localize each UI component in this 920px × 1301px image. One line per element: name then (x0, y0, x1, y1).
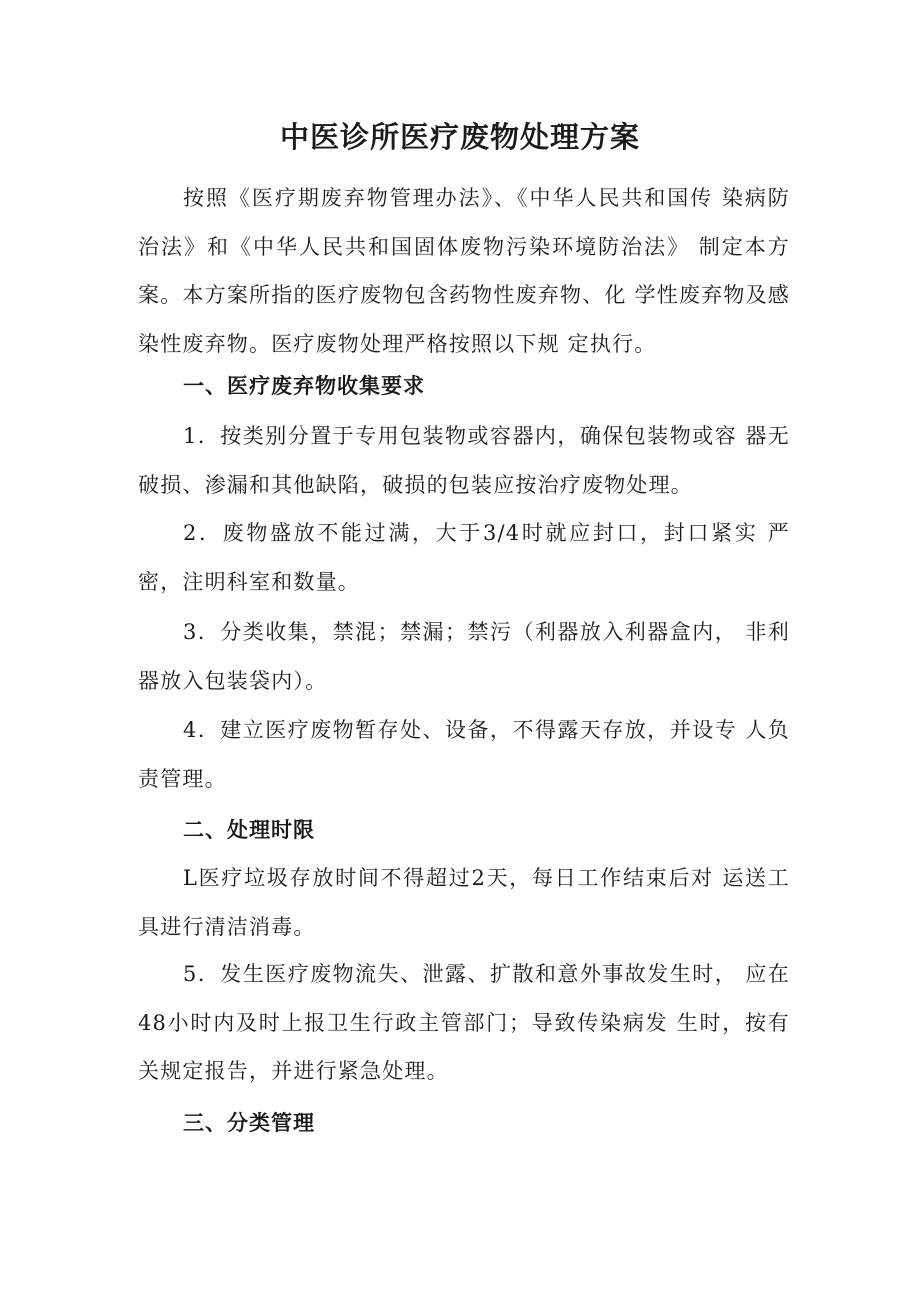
document-title: 中医诊所医疗废物处理方案 (279, 120, 640, 154)
collection-item-1: 1．按类别分置于专用包装物或容器内，确保包装物或容 器无破损、渗漏和其他缺陷，破损的包装应按治疗废物处理。 (138, 424, 790, 497)
section-heading-classification: 三、分类管理 (183, 1111, 315, 1135)
collection-item-2: 2．废物盛放不能过满，大于3/4时就应封口，封口紧实 严密，注明科室和数量。 (138, 521, 790, 594)
section-heading-time-limit: 二、处理时限 (183, 818, 315, 842)
section-heading-collection: 一、医疗废弃物收集要求 (183, 374, 425, 398)
time-limit-item-1: L医疗垃圾存放时间不得超过2天，每日工作结束后对 运送工具进行清洁消毒。 (138, 866, 790, 939)
collection-item-4: 4．建立医疗废物暂存处、设备，不得露天存放，并设专 人负责管理。 (138, 718, 790, 791)
time-limit-item-2: 5．发生医疗废物流失、泄露、扩散和意外事故发生时， 应在48小时内及时上报卫生行政主管部门；导致传染病发 生时，按有关规定报告，并进行紧急处理。 (138, 962, 790, 1083)
collection-item-3: 3．分类收集，禁混；禁漏；禁污（利器放入利器盒内， 非利器放入包装袋内）。 (138, 620, 790, 693)
intro-paragraph: 按照《医疗期废弃物管理办法》、《中华人民共和国传 染病防治法》和《中华人民共和国固体废物污染环境防治法》 制定本方案。本方案所指的医疗废物包含药物性废弃物、化 学性废弃物及感染性废弃物。医疗废物处理严格按照以下规 定执行。 (138, 186, 790, 356)
